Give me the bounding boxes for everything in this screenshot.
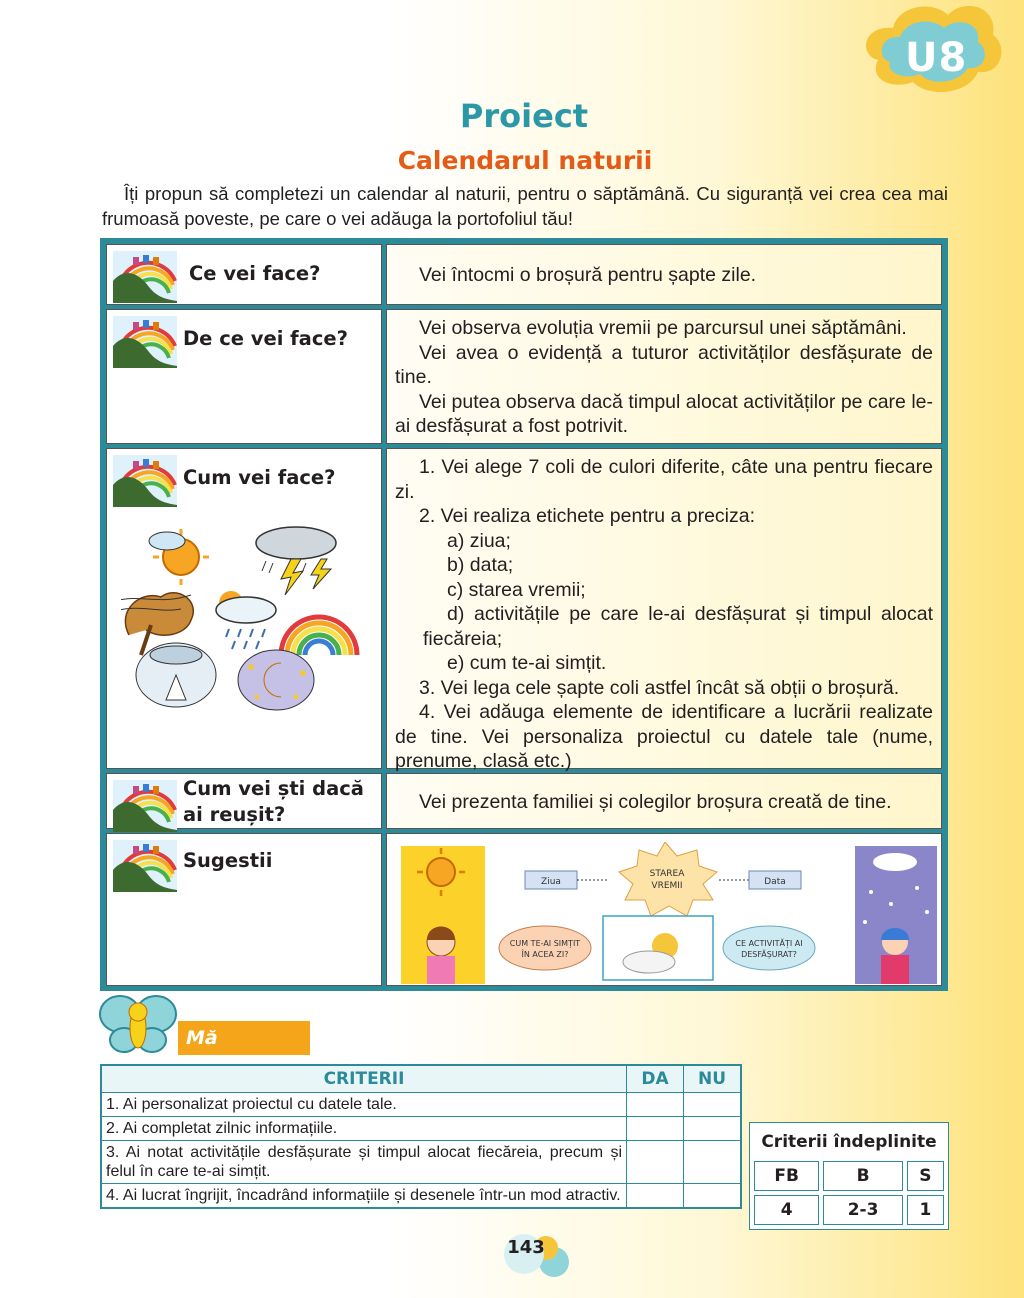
cum-label-1: CUM TE-AI SIMȚIT [509, 939, 581, 948]
value-b: 2-3 [823, 1195, 902, 1225]
rainbow-hill-icon [113, 840, 177, 892]
question-label: De ce vei face? [183, 327, 348, 350]
criterion-text: 1. Ai personalizat proiectul cu datele tale. [101, 1093, 627, 1117]
data-label: Data [764, 877, 786, 887]
suggestions-illustration [397, 842, 947, 984]
question-label: Cum vei ști dacă ai reușit? [183, 777, 364, 826]
criterion-text: 2. Ai completat zilnic informațiile. [101, 1117, 627, 1141]
answer-line: e) cum te-ai simțit. [447, 652, 607, 674]
level-s: S [907, 1161, 944, 1191]
criterion-text: 3. Ai notat activitățile desfășurate și timpul alocat fiecăreia, precum și felul în care te-ai simțit. [101, 1141, 627, 1184]
nu-checkbox-cell[interactable] [684, 1141, 742, 1184]
starea-label-2: VREMII [651, 881, 683, 891]
cum-label-2: ÎN ACEA ZI? [521, 950, 569, 959]
criteria-table [100, 1064, 742, 1209]
answer-line: Vei observa evoluția vremii pe parcursul unei săptămâni. [419, 317, 907, 339]
table-row [106, 309, 942, 444]
level-b: B [823, 1161, 902, 1191]
answer-cell [386, 244, 942, 305]
question-label: Cum vei face? [183, 466, 336, 489]
answer-line: 1. Vei alege 7 coli de culori diferite, câte una pentru fiecare zi. [395, 456, 933, 503]
starea-label-1: STAREA [649, 869, 685, 879]
answer-line: b) data; [447, 554, 514, 576]
winter-day-card [855, 846, 937, 984]
question-label: Sugestii [183, 849, 273, 872]
activitati-label-1: CE ACTIVITĂȚI AI [735, 939, 803, 948]
nu-checkbox-cell[interactable] [684, 1117, 742, 1141]
score-title: Criterii îndeplinite [761, 1132, 937, 1152]
answer-line: Vei avea o evidență a tuturor activităților desfășurate de tine. [395, 341, 933, 388]
answer-line: 4. Vei adăuga elemente de identificare a lucrării realizate de tine. Vei personaliza proiectul cu datele tale (nume, prenume, clasă etc.) [395, 701, 933, 772]
question-label: Ce vei face? [189, 262, 321, 285]
table-row [101, 1093, 741, 1117]
page-number: 143 [507, 1237, 545, 1258]
table-row [106, 448, 942, 772]
da-checkbox-cell[interactable] [627, 1117, 684, 1141]
nu-header: NU [684, 1065, 742, 1093]
nu-checkbox-cell[interactable] [684, 1184, 742, 1209]
question-cell [106, 244, 382, 305]
page-title: Proiect [459, 97, 589, 135]
answer-line: Vei prezenta familiei și colegilor broșura creată de tine. [419, 791, 892, 813]
answer-line: a) ziua; [447, 529, 511, 552]
rainbow-hill-icon [113, 455, 177, 507]
snow-cloud-icon [136, 643, 216, 707]
level-fb: FB [754, 1161, 819, 1191]
table-row [106, 244, 942, 305]
rainbow-hill-icon [113, 316, 177, 368]
criterion-text: 4. Ai lucrat îngrijit, încadrând informațiile și desenele într-un mod atractiv. [101, 1184, 627, 1209]
hot-day-card [401, 846, 485, 984]
storm-cloud-icon [256, 527, 336, 595]
rainbow-icon [281, 617, 357, 655]
weather-illustrations [121, 515, 371, 715]
da-checkbox-cell[interactable] [627, 1093, 684, 1117]
answer-line: Vei întocmi o broșură pentru șapte zile. [419, 264, 757, 286]
table-header-row [101, 1065, 741, 1093]
da-header: DA [627, 1065, 684, 1093]
question-cell [106, 448, 382, 769]
question-cell [106, 833, 382, 986]
ziua-label: Ziua [541, 877, 561, 887]
question-cell [106, 309, 382, 444]
answer-line: 3. Vei lega cele șapte coli astfel încât să obții o broșură. [419, 676, 900, 699]
unit-label: U8 [905, 35, 968, 81]
self-evaluation-tag: Mă [178, 1021, 310, 1055]
answer-cell [386, 448, 942, 772]
table-row [101, 1184, 741, 1209]
suggestions-cell [386, 833, 942, 986]
project-table [100, 238, 948, 991]
butterfly-icon [98, 990, 178, 1060]
answer-line: 2. Vei realiza etichete pentru a preciza: [419, 505, 756, 527]
sun-icon [149, 529, 209, 585]
table-row [106, 773, 942, 829]
activitati-label-2: DESFĂȘURAT? [741, 950, 797, 959]
question-cell [106, 773, 382, 829]
da-checkbox-cell[interactable] [627, 1184, 684, 1209]
criteria-header: CRITERII [101, 1065, 627, 1093]
da-checkbox-cell[interactable] [627, 1141, 684, 1184]
project-subtitle: Calendarul naturii [397, 146, 653, 175]
answer-line: d) activitățile pe care le-ai desfășurat și timpul alocat fiecăreia; [423, 603, 933, 650]
answer-cell [386, 309, 942, 444]
score-table [749, 1122, 949, 1230]
answer-cell [386, 773, 942, 829]
table-row [101, 1141, 741, 1184]
rainbow-hill-icon [113, 251, 177, 303]
sun-rain-cloud-icon [216, 591, 276, 649]
table-row [101, 1117, 741, 1141]
moon-night-icon [238, 650, 314, 710]
answer-line: Vei putea observa dacă timpul alocat activităților pe care le-ai desfășurat a fost potrivit. [395, 390, 933, 437]
intro-paragraph: Îți propun să completezi un calendar al naturii, pentru o săptămână. Cu siguranță vei crea cea mai frumoasă poveste, pe care o vei adăuga la portofoliul tău! [102, 183, 948, 229]
rainbow-hill-icon [113, 780, 177, 832]
answer-line: c) starea vremii; [447, 578, 586, 601]
nu-checkbox-cell[interactable] [684, 1093, 742, 1117]
value-fb: 4 [754, 1195, 819, 1225]
value-s: 1 [907, 1195, 944, 1225]
table-row [106, 833, 942, 986]
